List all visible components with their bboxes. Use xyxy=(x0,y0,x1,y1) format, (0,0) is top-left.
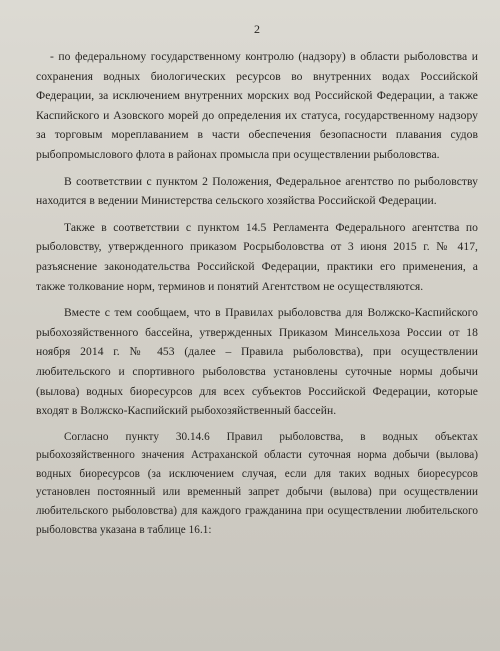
paragraph-federal-control: - по федеральному государственному контролю (надзору) в области рыболовства и сохранения водных биологических ресурсов во внутренних водах Российской Федерации, за исключением внутренних морских вод Российской Федерации, а также Каспийского и Азовского морей до определения их статуса, государственному надзору за торговым мореплаванием в части обеспечения безопасности плавания судов рыбопромыслового флота в районах промысла при осуществлении рыболовства. xyxy=(36,50,478,161)
paragraph-daily-catch-norm: Согласно пункту 30.14.6 Правил рыболовства, в водных объектах рыбохозяйственного значения Астраханской области суточная норма добычи (вылова) водных биоресурсов (за исключением случая, если для таких водных биоресурсов установлен постоянный или временный запрет добычи (вылова) при осуществлении любительского рыболовства) для каждого гражданина при осуществлении любительского рыболовства указана в таблице 16.1: xyxy=(36,430,478,536)
paragraph-agency-subordination: В соответствии с пунктом 2 Положения, Федеральное агентство по рыболовству находится в ведении Министерства сельского хозяйства Российской Федерации. xyxy=(36,174,478,208)
paragraph-fishing-rules: Вместе с тем сообщаем, что в Правилах рыболовства для Волжско-Каспийского рыбохозяйственного бассейна, утвержденных Приказом Минсельхоза России от 18 ноября 2014 г. № 453 (далее – Правила рыболовства), при осуществлении любительского и спортивного рыболовства установлены суточные нормы добычи (вылова) водных биоресурсов для всех субъектов Российской Федерации, которые входят в Волжско-Каспийский рыбохозяйственный бассейн. xyxy=(36,306,478,418)
paragraph-regulation-clause: Также в соответствии с пунктом 14.5 Регламента Федерального агентства по рыболовству, утвержденного приказом Росрыболовства от 3 июня 2015 г. № 417, разъяснение законодательства Российской Федерации, практики его применения, а также толкование норм, терминов и понятий Агентством не осуществляются. xyxy=(36,220,478,293)
page-number: 2 xyxy=(254,22,260,36)
